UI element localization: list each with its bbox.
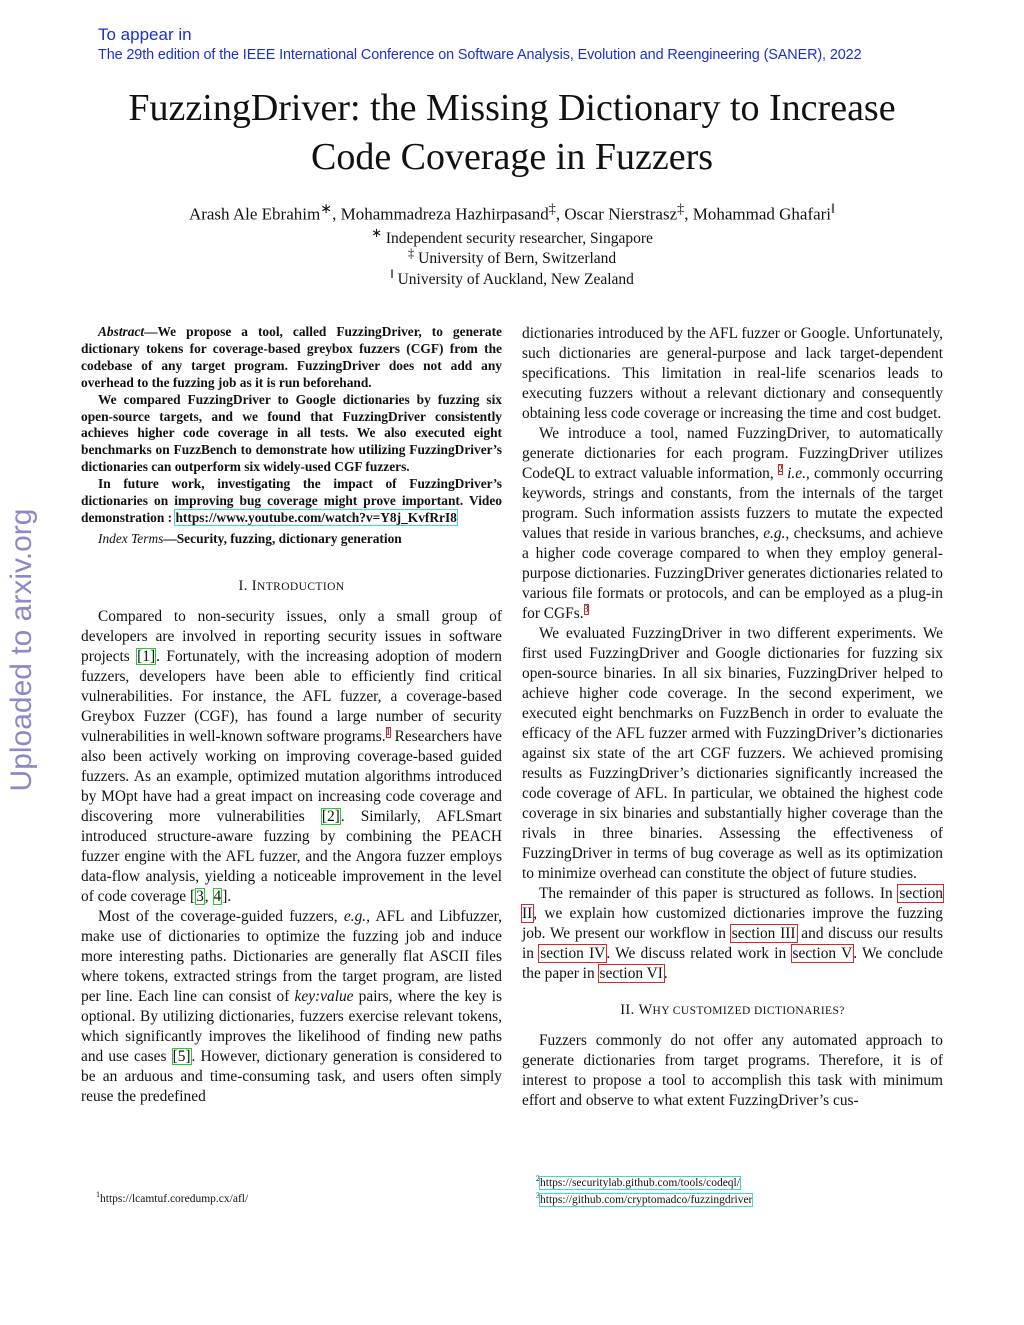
text-run: pairs, where the key is optional. By utilizing dictionaries, fuzzers exercise relevant tokens, which significantly improves the likelihood of finding new paths and use cases	[81, 987, 503, 1065]
abstract-label: Abstract	[98, 324, 145, 339]
text-run: checksums, and achieve a higher code coverage compared to when they employ general-purpose dictionaries. FuzzingDriver generates dictionaries related to various file formats or protocols, and can be employed as a plug-in for CGFs.	[522, 525, 943, 622]
watermark-text: Uploaded to arxiv.org	[5, 508, 38, 792]
section-number: I.	[238, 577, 248, 594]
intro-paragraph-2	[81, 907, 502, 1107]
abstract-paragraph-1	[81, 324, 502, 392]
venue-line: The 29th edition of the IEEE International Conference on Software Analysis, Evolution and Reengineering (SANER), 2022	[98, 47, 862, 63]
intro-paragraph-5	[522, 884, 943, 984]
bracket: ,	[204, 887, 213, 905]
title-line-2: Code Coverage in Fuzzers	[310, 136, 714, 178]
author-separator: ,	[555, 204, 565, 224]
intro-paragraph-2-continued: dictionaries introduced by the AFL fuzzer or Google. Unfortunately, such dictionaries are general-purpose and lack target-dependent specifications. This limitation in real-life scenarios leads to executing fuzzers without a relevant dictionary and consequently obtaining less code coverage or increasing the time and cost budget.	[522, 325, 943, 422]
footnote-mark: 2	[536, 1174, 540, 1183]
section-title-rest: NTRODUCTION	[257, 580, 345, 593]
arxiv-watermark	[0, 480, 52, 820]
section-link[interactable]: section II	[522, 885, 943, 922]
text-run: . We discuss related work in	[606, 945, 792, 962]
section-initial: W	[638, 1002, 653, 1018]
footnote-1	[96, 1187, 248, 1207]
author-mark: ∗	[320, 201, 333, 217]
text-italic: e.g.,	[763, 525, 790, 542]
affiliation-mark: ‡	[407, 245, 415, 260]
abstract-dash: —	[144, 324, 158, 339]
text-italic: e.g.,	[343, 907, 370, 925]
text-run: . We conclude the paper in	[522, 945, 943, 982]
intro-paragraph-4: We evaluated FuzzingDriver in two different experiments. We first used FuzzingDriver and Google dictionaries for fuzzing six open-source binaries. In all six binaries, FuzzingDriver helped to achieve higher code coverage. In the second experiment, we executed eight benchmarks on FuzzBench in order to evaluate the efficacy of the AFL fuzzer armed with FuzzingDriver’s dictionaries against six state of the art CGF fuzzers. We achieved promising results as FuzzingDriver’s dictionaries significantly increased the code coverage of AFL. In particular, we obtained the highest code coverage in six binaries and substantially higher coverage than the rivals in three binaries. Assessing the effectiveness of FuzzingDriver in terms of bug coverage as well as its optimization to minimize overhead can constitute the object of future studies.	[522, 625, 943, 882]
text-run: Most of the coverage-guided fuzzers,	[98, 907, 344, 925]
author-mark: ‡	[548, 201, 556, 217]
section-link[interactable]: section VI	[599, 965, 663, 982]
section-link[interactable]: section V	[792, 945, 853, 962]
affiliation-mark: ∗	[371, 225, 382, 240]
author-name: Arash Ale Ebrahim	[188, 204, 321, 224]
text-run: . Fortunately, with the increasing adoption of modern fuzzers, developers have been able to efficiently find critical vulnerabilities. For instance, the AFL fuzzer, a coverage-based Greybox Fuzzer (CGF), has found a large number of security vulnerabilities in well-known software programs.	[81, 647, 502, 745]
author-separator: ,	[332, 204, 341, 224]
author-list	[60, 201, 964, 225]
text-run: .	[227, 887, 232, 905]
footnote-3	[536, 1188, 752, 1208]
author-separator: ,	[684, 204, 693, 224]
video-link[interactable]: https://www.youtube.com/watch?v=Y8j_KvfRrI8	[175, 509, 457, 525]
abstract-text: In future work, investigating the impact of FuzzingDriver’s dictionaries on improving bug coverage might prove important. Video demonstration :	[81, 476, 502, 525]
paper-title	[60, 84, 964, 182]
bracket: ]	[222, 887, 228, 905]
text-run: , we explain how customized dictionaries improve the fuzzing job. We present our workflow in	[522, 905, 943, 942]
footnote-link[interactable]: 1	[385, 726, 391, 738]
section-number: II.	[620, 1002, 635, 1018]
section-heading-why-dictionaries	[522, 1002, 943, 1019]
text-run: Compared to non-security issues, only a small group of developers are involved in reporting security issues in software projects	[81, 607, 502, 665]
affiliation-mark: ‖	[390, 266, 394, 281]
text-italic: key:value	[294, 987, 354, 1005]
author-name: Mohammadreza Hazhirpasand	[340, 204, 549, 224]
footnote-link[interactable]: https://github.com/cryptomadco/fuzzingdriver	[540, 1193, 753, 1206]
citation-link[interactable]: 4	[213, 887, 222, 905]
intro-paragraph-1	[81, 607, 502, 907]
citation-link[interactable]: [5]	[172, 1047, 191, 1065]
author-name: Mohammad Ghafari	[692, 204, 832, 224]
index-terms-label: Index Terms	[98, 530, 164, 546]
affiliation-text: University of Bern, Switzerland	[418, 250, 617, 268]
footnote-url: https://lcamtuf.coredump.cx/afl/	[100, 1192, 249, 1205]
citation-link[interactable]: 3	[196, 887, 204, 905]
affiliation-text: Independent security researcher, Singapore	[385, 230, 653, 248]
abstract-text: We propose a tool, called FuzzingDriver, to generate dictionary tokens for coverage-based greybox fuzzers (CGF) from the codebase of any target program. FuzzingDriver does not add any overhead to the fuzzing job as it is run beforehand.	[81, 324, 502, 390]
section-link[interactable]: section III	[731, 925, 796, 942]
footnote-link[interactable]: https://securitylab.github.com/tools/codeql/	[540, 1176, 740, 1189]
index-terms-dash: —	[163, 530, 177, 546]
footnote-link[interactable]: 2	[777, 463, 783, 475]
text-run: .	[663, 965, 668, 982]
footnote-mark: 3	[536, 1191, 540, 1200]
author-mark: ‖	[831, 201, 836, 217]
text-run: We introduce a tool, named FuzzingDriver, to automatically generate dictionaries for each program. FuzzingDriver utilizes CodeQL to extract valuable information,	[522, 425, 943, 482]
affiliation-2	[60, 245, 964, 268]
citation-link[interactable]: [1]	[137, 647, 156, 665]
author-mark: ‡	[677, 201, 685, 217]
text-run: The remainder of this paper is structured as follows. In	[539, 885, 899, 902]
intro-paragraph-3	[522, 424, 943, 624]
affiliation-text: University of Auckland, New Zealand	[397, 271, 634, 289]
author-name: Oscar Nierstrasz	[564, 204, 678, 224]
citation-link[interactable]: [2]	[321, 807, 340, 825]
affiliation-3	[60, 266, 964, 289]
text-italic: i.e.,	[787, 465, 810, 482]
section-initial: I	[251, 577, 258, 594]
appear-label: To appear in	[98, 25, 192, 44]
text-run: . Similarly, AFLSmart introduced structure-aware fuzzing by combining the PEACH fuzzer engine with the AFL fuzzer, and the Angora fuzzer employs data-flow analysis, yielding a noticeable improvement in the level of code coverage	[81, 807, 502, 905]
abstract-paragraph-2: We compared FuzzingDriver to Google dictionaries by fuzzing six open-source targets, and we found that FuzzingDriver consistently achieves higher code coverage in all tests. We also executed eight benchmarks on FuzzBench to demonstrate how utilizing FuzzingDriver’s dictionaries can outperform six widely-used CGF fuzzers.	[81, 391, 502, 475]
index-terms	[81, 531, 502, 548]
title-line-1: FuzzingDriver: the Missing Dictionary to Increase	[128, 87, 896, 129]
text-run: AFL and Libfuzzer, make use of dictionaries to optimize the fuzzing job and induce more interesting paths. Dictionaries are generally flat ASCII files where tokens, extracted strings from the target program, are listed per line. Each line can consist of	[81, 907, 502, 1005]
text-run: and discuss our results in	[522, 925, 944, 962]
footnote-link[interactable]: 3	[583, 603, 589, 615]
text-run: commonly occurring keywords, strings and constants, from the internals of the target program. Such information assists fuzzers to mutate the expected values that reside in various branches,	[522, 465, 943, 542]
section-title-rest: HY CUSTOMIZED DICTIONARIES?	[652, 1005, 845, 1017]
text-run: Researchers have also been actively working on improving coverage-based guided fuzzers. As an example, optimized mutation algorithms introduced by MOpt have had a great impact on increasing code coverage and discovering more vulnerabilities	[81, 727, 503, 825]
abstract-paragraph-3	[81, 476, 502, 527]
bracket: [	[189, 887, 196, 905]
section-heading-introduction	[81, 578, 502, 595]
right-column	[522, 324, 943, 1111]
abstract	[81, 324, 502, 548]
introduction-body	[81, 607, 502, 1107]
index-terms-text: Security, fuzzing, dictionary generation	[176, 530, 402, 546]
footnote-mark: 1	[96, 1190, 100, 1199]
left-column	[81, 324, 502, 1107]
section2-paragraph-1: Fuzzers commonly do not offer any automated approach to generate dictionaries from target programs. Therefore, it is of interest to propose a tool to accomplish this task with minimum effort and observe to what extent FuzzingDriver’s cus-	[522, 1032, 943, 1109]
section-link[interactable]: section IV	[540, 945, 606, 962]
text-run: . However, dictionary generation is considered to be an arduous and time-consuming task, and users often simply reuse the predefined	[81, 1047, 502, 1105]
